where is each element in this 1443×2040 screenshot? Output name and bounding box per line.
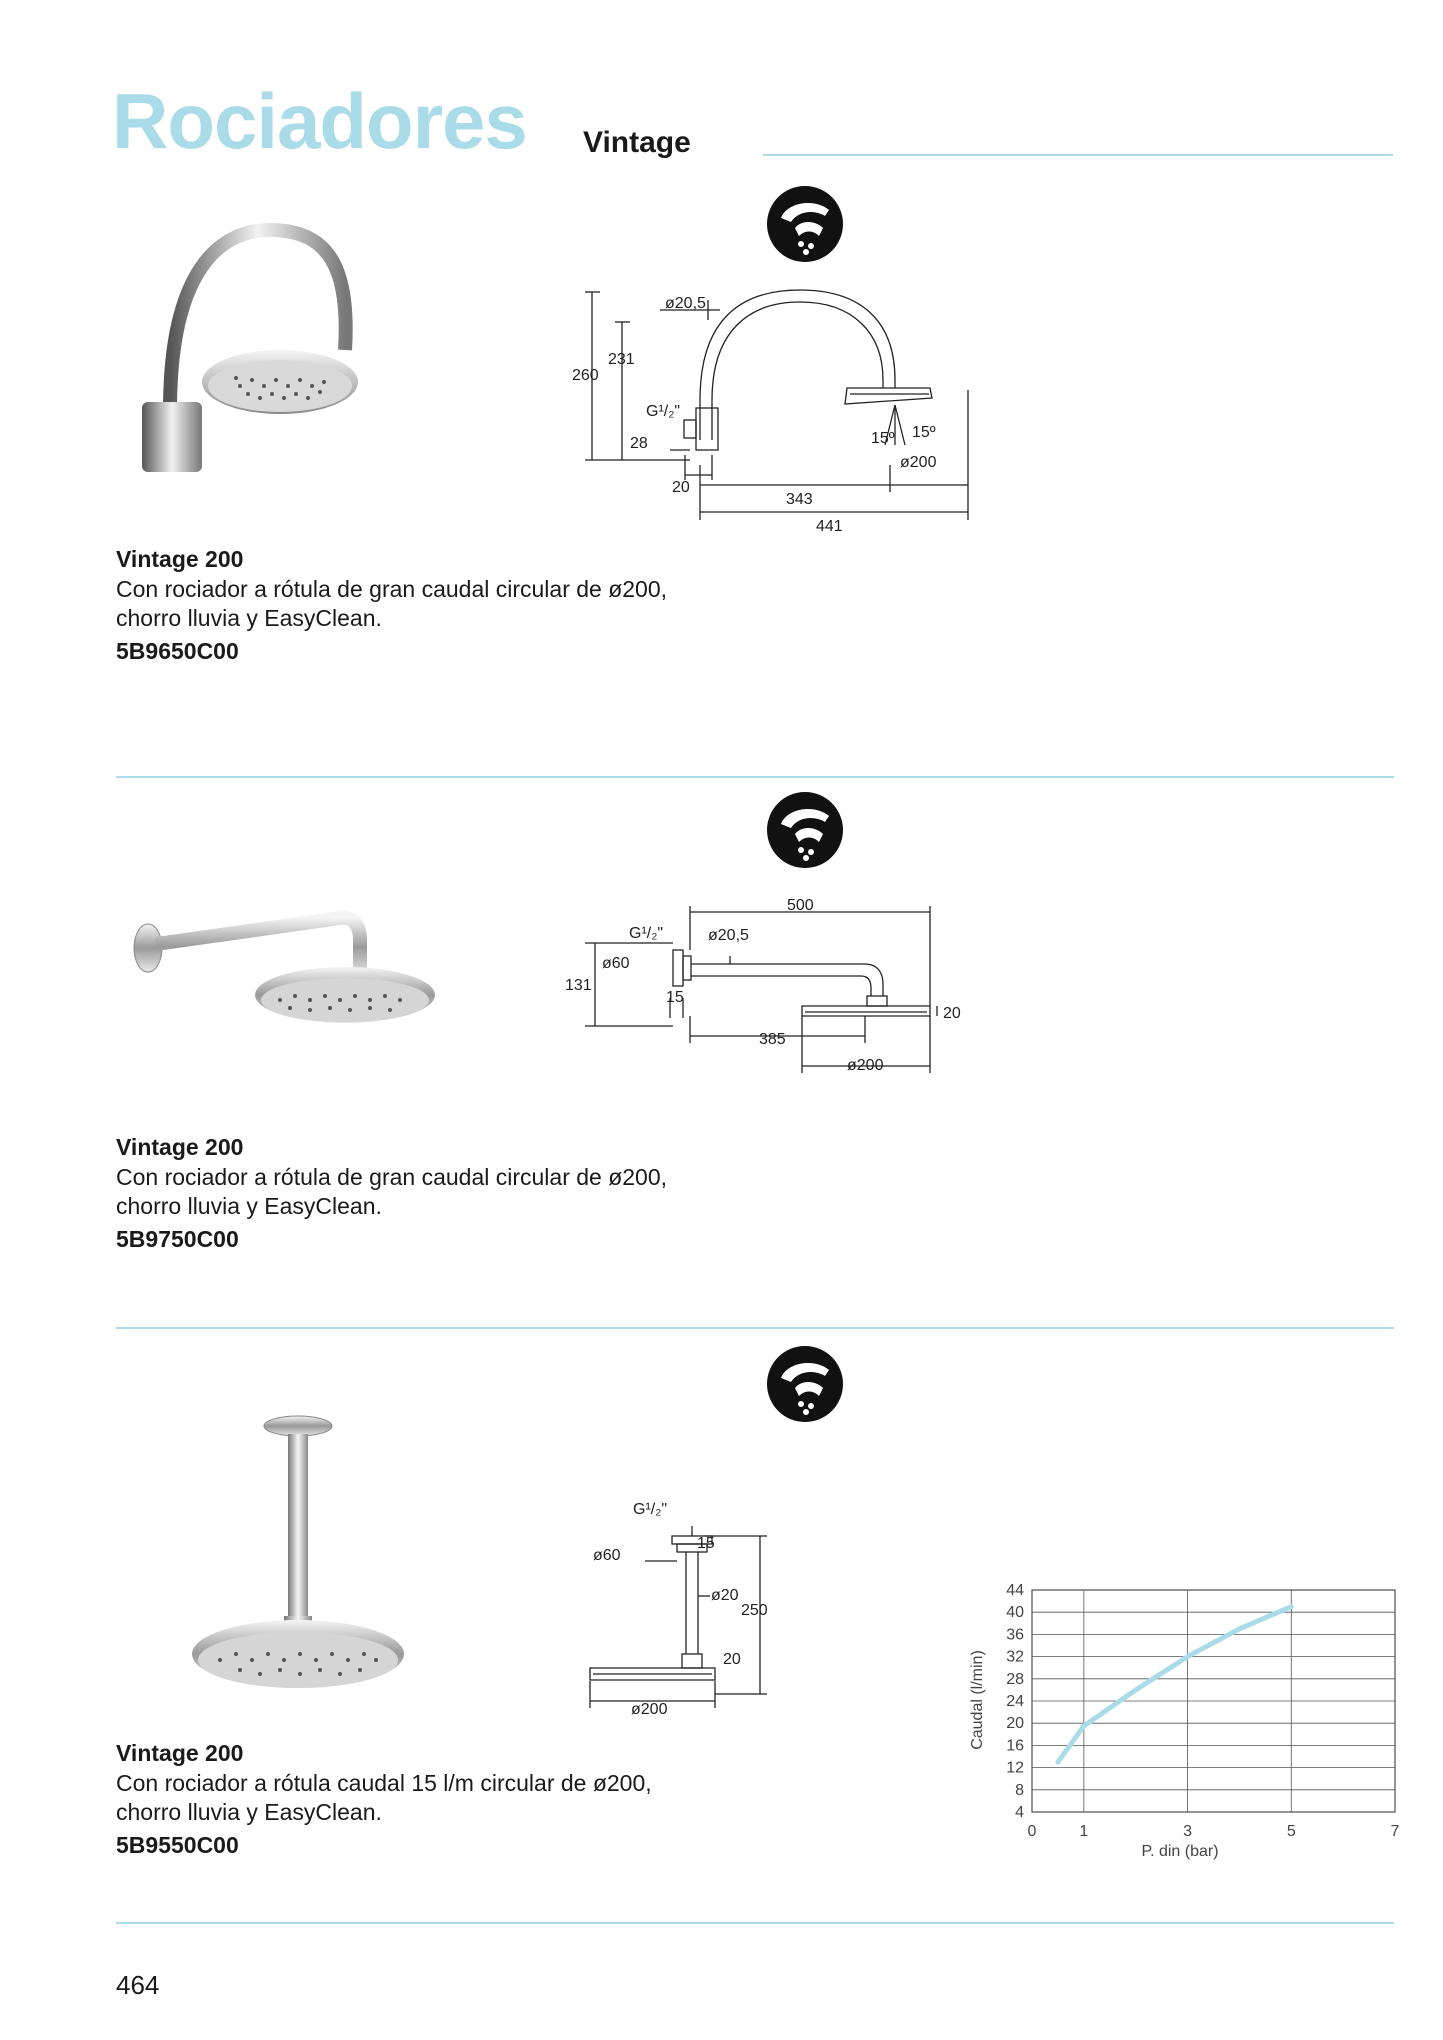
product-description-2-line1: Con rociador a rótula de gran caudal circular de ø200, bbox=[116, 1164, 668, 1190]
product-description-3-line2: chorro lluvia y EasyClean. bbox=[116, 1799, 382, 1825]
easyclean-icon bbox=[765, 790, 845, 870]
dim-15: 15 bbox=[697, 1535, 715, 1552]
chart-y-tick-label: 8 bbox=[1015, 1781, 1024, 1799]
chart-x-tick-label: 0 bbox=[1027, 1823, 1037, 1840]
dim-arm-diameter: ø20,5 bbox=[665, 295, 706, 312]
dim-head-diameter: ø200 bbox=[900, 454, 937, 471]
chart-x-tick-label: 5 bbox=[1286, 1823, 1296, 1840]
dim-20: 20 bbox=[672, 479, 690, 496]
dim-thread: G¹/₂" bbox=[633, 1501, 668, 1518]
chart-y-tick-label: 24 bbox=[1006, 1693, 1024, 1710]
flow-curve bbox=[1058, 1607, 1291, 1762]
product-description-1-line1: Con rociador a rótula de gran caudal circular de ø200, bbox=[116, 576, 668, 602]
chart-y-tick-label: 16 bbox=[1006, 1737, 1024, 1755]
dim-angle-right: 15º bbox=[912, 424, 936, 441]
dim-head-diameter: ø200 bbox=[631, 1701, 668, 1718]
technical-drawing-3 bbox=[585, 1496, 785, 1726]
chart-ylabel: Caudal (l/min) bbox=[969, 1650, 986, 1750]
dim-reach: 343 bbox=[786, 491, 813, 508]
dim-total-height: 260 bbox=[572, 367, 599, 384]
dim-head-height: 20 bbox=[943, 1005, 961, 1022]
footer-rule bbox=[116, 1922, 1394, 1924]
dim-thread: G¹/₂" bbox=[646, 403, 681, 420]
dim-angle-left: 15º bbox=[871, 430, 895, 447]
technical-drawing-1 bbox=[560, 280, 1000, 540]
product-code-1: 5B9650C00 bbox=[116, 638, 239, 664]
dim-length: 500 bbox=[787, 898, 814, 914]
dim-height: 131 bbox=[565, 977, 592, 994]
product-description-2-line2: chorro lluvia y EasyClean. bbox=[116, 1193, 382, 1219]
easyclean-icon bbox=[765, 184, 845, 264]
product-photo-wall-arm-shower bbox=[130, 210, 480, 480]
chart-y-tick-label: 20 bbox=[1006, 1715, 1024, 1733]
chart-y-tick-label: 12 bbox=[1006, 1759, 1024, 1777]
dim-28: 28 bbox=[630, 435, 648, 452]
page-title: Rociadores bbox=[112, 77, 527, 165]
chart-y-tick-label: 36 bbox=[1006, 1626, 1024, 1644]
product-name-2: Vintage 200 bbox=[116, 1134, 244, 1160]
chart-y-tick-label: 32 bbox=[1006, 1648, 1024, 1666]
dim-arm-diameter: ø20 bbox=[711, 1587, 739, 1604]
dim-thread: G¹/₂" bbox=[629, 925, 664, 942]
dim-head-diameter: ø200 bbox=[847, 1057, 884, 1074]
chart-x-tick-label: 3 bbox=[1183, 1823, 1193, 1840]
dim-flange: ø60 bbox=[602, 955, 630, 972]
product-description-3-line1: Con rociador a rótula caudal 15 l/m circular de ø200, bbox=[116, 1770, 652, 1796]
product-name-1: Vintage 200 bbox=[116, 546, 244, 572]
chart-xlabel: P. din (bar) bbox=[1141, 1843, 1219, 1860]
chart-x-tick-label: 7 bbox=[1390, 1823, 1400, 1840]
dim-15: 15 bbox=[666, 989, 684, 1006]
technical-drawing-2 bbox=[565, 898, 985, 1083]
chart-x-tick-label: 1 bbox=[1079, 1823, 1089, 1840]
product-photo-ceiling-shower bbox=[180, 1410, 420, 1700]
product-code-2: 5B9750C00 bbox=[116, 1226, 239, 1252]
dim-total-length: 441 bbox=[816, 518, 843, 535]
series-title: Vintage bbox=[583, 126, 691, 159]
product-code-3: 5B9550C00 bbox=[116, 1832, 239, 1858]
section-rule-2 bbox=[116, 1327, 1394, 1329]
easyclean-icon bbox=[765, 1344, 845, 1424]
dim-arm-height: 231 bbox=[608, 351, 635, 368]
chart-y-tick-label: 4 bbox=[1015, 1804, 1024, 1821]
product-photo-long-arm-shower bbox=[120, 900, 450, 1040]
flow-chart bbox=[960, 1570, 1410, 1870]
dim-arm-diameter: ø20,5 bbox=[708, 927, 749, 944]
chart-y-tick-label: 44 bbox=[1006, 1582, 1024, 1599]
product-name-3: Vintage 200 bbox=[116, 1740, 244, 1766]
page-number: 464 bbox=[116, 1970, 160, 2000]
dim-flange: ø60 bbox=[593, 1547, 621, 1564]
dim-length: 250 bbox=[741, 1602, 768, 1619]
dim-head-height: 20 bbox=[723, 1651, 741, 1668]
product-description-1-line2: chorro lluvia y EasyClean. bbox=[116, 605, 382, 631]
chart-y-tick-label: 28 bbox=[1006, 1670, 1024, 1688]
dim-reach: 385 bbox=[759, 1031, 786, 1048]
header-rule bbox=[763, 154, 1393, 156]
section-rule-1 bbox=[116, 776, 1394, 778]
chart-y-tick-label: 40 bbox=[1006, 1604, 1024, 1622]
